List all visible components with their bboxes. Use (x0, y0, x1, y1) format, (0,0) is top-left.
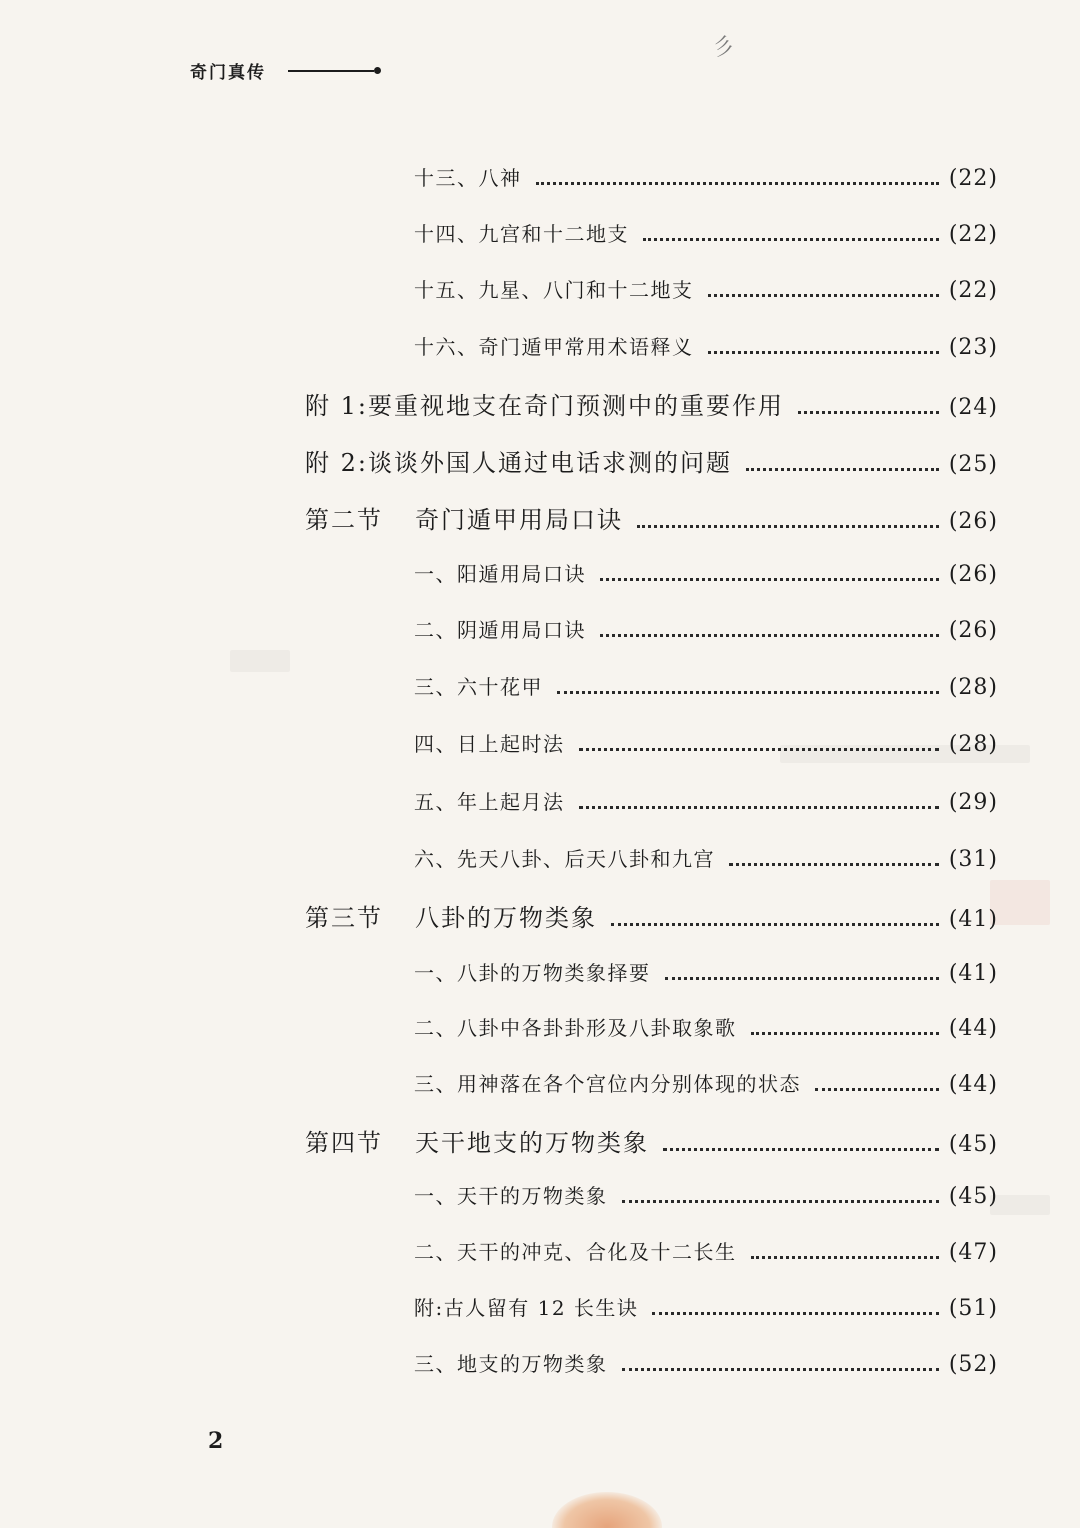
toc-page-number: (52) (948, 1352, 998, 1377)
dot-leader (798, 411, 939, 414)
dot-leader (557, 691, 939, 694)
toc-entry (305, 443, 998, 479)
page-number: 2 (208, 1428, 224, 1454)
toc-section-label: 第二节 (305, 506, 383, 534)
toc-page-number: (26) (948, 509, 998, 534)
dot-leader (622, 1368, 939, 1371)
dot-leader (663, 1148, 939, 1151)
toc-entry (414, 1292, 998, 1326)
dot-leader (751, 1256, 939, 1259)
toc-entry-title: 二、八卦中各卦卦形及八卦取象歌 (414, 1016, 737, 1040)
toc-page-number: (28) (948, 675, 998, 700)
toc-page-number: (22) (948, 222, 998, 247)
toc-entry-title: 三、六十花甲 (414, 675, 543, 699)
toc-entry (414, 728, 998, 762)
toc-page-number: (22) (948, 278, 998, 303)
dot-leader (708, 294, 939, 297)
toc-entry (305, 500, 998, 536)
toc-entry-title: 十四、九宫和十二地支 (414, 222, 629, 246)
toc-entry (414, 1068, 998, 1102)
toc-page-number: (26) (948, 562, 998, 587)
dot-leader (622, 1200, 939, 1203)
toc-entry (414, 1012, 998, 1046)
dot-leader (579, 748, 939, 751)
toc-entry-title: 十六、奇门遁甲常用术语释义 (414, 335, 694, 359)
toc-page-number: (44) (948, 1016, 998, 1041)
toc-entry-title: 奇门遁甲用局口诀 (415, 506, 623, 534)
toc-page-number: (22) (948, 166, 998, 191)
toc-page-number: (44) (948, 1072, 998, 1097)
toc-page-number: (45) (948, 1184, 998, 1209)
toc-entry (414, 957, 998, 991)
toc-entry (305, 898, 998, 934)
toc-entry-title: 四、日上起时法 (414, 732, 565, 756)
toc-page-number: (41) (948, 907, 998, 932)
toc-section-label: 第三节 (305, 904, 383, 932)
toc-entry (414, 558, 998, 592)
toc-entry-title: 一、阳遁用局口诀 (414, 562, 586, 586)
toc-entry-title: 一、八卦的万物类象择要 (414, 961, 651, 985)
toc-entry-title: 二、阴遁用局口诀 (414, 618, 586, 642)
toc-entry-title: 五、年上起月法 (414, 790, 565, 814)
dot-leader (579, 806, 939, 809)
toc-entry (414, 1180, 998, 1214)
toc-entry (414, 614, 998, 648)
scribble-icon: 彡 (710, 32, 737, 62)
toc-page-number: (25) (948, 452, 998, 477)
toc-entry (414, 843, 998, 877)
toc-page-number: (26) (948, 618, 998, 643)
dot-leader (751, 1032, 939, 1035)
dot-leader (600, 578, 939, 581)
dot-leader (536, 182, 939, 185)
toc-entry (414, 274, 998, 308)
toc-entry-title: 八卦的万物类象 (415, 904, 597, 932)
toc-entry-title: 二、天干的冲克、合化及十二长生 (414, 1240, 737, 1264)
dot-leader (652, 1312, 938, 1315)
toc-page-number: (41) (948, 961, 998, 986)
toc-entry (414, 786, 998, 820)
toc-entry (305, 386, 998, 422)
toc-page-number: (31) (948, 847, 998, 872)
toc-entry (414, 218, 998, 252)
toc-page-number: (28) (948, 732, 998, 757)
dot-leader (600, 634, 939, 637)
toc-page-number: (29) (948, 790, 998, 815)
dot-leader (815, 1088, 939, 1091)
dot-leader (665, 977, 939, 980)
running-title: 奇门真传 (190, 63, 266, 83)
toc-entry-title: 三、用神落在各个宫位内分别体现的状态 (414, 1072, 801, 1096)
toc-entry-title: 十五、九星、八门和十二地支 (414, 278, 694, 302)
dot-leader (708, 351, 939, 354)
dot-leader (729, 863, 939, 866)
toc-entry-title: 六、先天八卦、后天八卦和九宫 (414, 847, 715, 871)
toc-page-number: (45) (948, 1132, 998, 1157)
toc-page-number: (23) (948, 335, 998, 360)
toc-entry (414, 162, 998, 196)
toc-entry-title: 附:古人留有 12 长生诀 (414, 1296, 639, 1320)
dot-leader (637, 525, 939, 528)
toc-page-number: (24) (948, 395, 998, 420)
toc-entry-title: 一、天干的万物类象 (414, 1184, 608, 1208)
toc-page-number: (47) (948, 1240, 998, 1265)
toc-entry (414, 331, 998, 365)
toc-section-label: 第四节 (305, 1129, 383, 1157)
toc-entry (305, 1123, 998, 1159)
toc-entry-title: 天干地支的万物类象 (415, 1129, 649, 1157)
dot-leader (611, 923, 939, 926)
toc-entry (414, 1236, 998, 1270)
toc-entry-title: 附 2:谈谈外国人通过电话求测的问题 (305, 449, 732, 477)
toc-entry (414, 1348, 998, 1382)
toc-entry-title: 附 1:要重视地支在奇门预测中的重要作用 (305, 392, 784, 420)
toc-page-number: (51) (948, 1296, 998, 1321)
toc-entry-title: 十三、八神 (414, 166, 522, 190)
dot-leader (643, 238, 939, 241)
toc-entry (414, 671, 998, 705)
dot-leader (746, 468, 939, 471)
toc-entry-title: 三、地支的万物类象 (414, 1352, 608, 1376)
